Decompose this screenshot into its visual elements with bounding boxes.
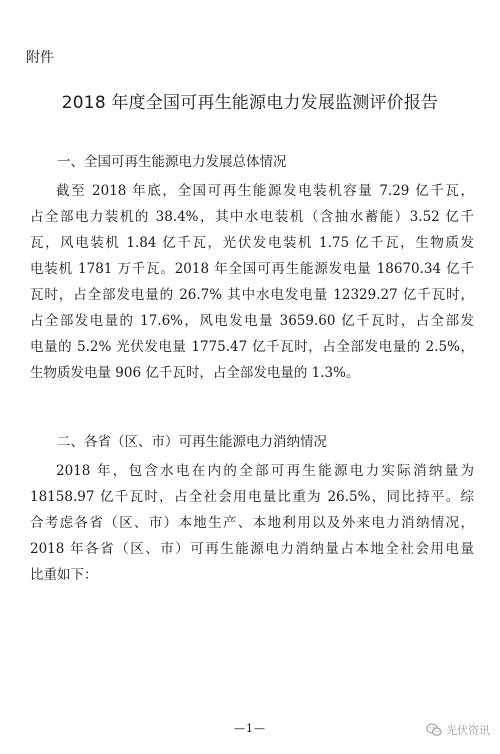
paragraph-line: 2018 年，包含水电在内的全部可再生能源电力实际消纳量为 — [56, 463, 474, 479]
paragraph-line: 比重如下： — [30, 567, 98, 583]
page-number: —1— — [234, 722, 266, 735]
section-heading-1: 一、全国可再生能源电力发展总体情况 — [57, 154, 287, 170]
paragraph-line: 生物质发电量 906 亿千瓦时，占全部发电量的 1.3%。 — [30, 365, 360, 381]
paragraph-line: 瓦时，占全部发电量的 26.7% 其中水电发电量 12329.27 亿千瓦时， — [30, 287, 474, 303]
watermark-text: 光伏资讯 — [446, 724, 490, 737]
paragraph-line: 截至 2018 年底，全国可再生能源发电装机容量 7.29 亿千瓦， — [56, 183, 474, 199]
paragraph-line: 合考虑各省（区、市）本地生产、本地利用以及外来电力消纳情况， — [30, 515, 474, 531]
paragraph-line: 瓦，风电装机 1.84 亿千瓦，光伏发电装机 1.75 亿千瓦，生物质发 — [30, 235, 474, 251]
paragraph-line: 占全部电力装机的 38.4%，其中水电装机（含抽水蓄能）3.52 亿千 — [30, 209, 474, 225]
section-heading-2: 二、各省（区、市）可再生能源电力消纳情况 — [57, 434, 327, 450]
wechat-icon — [426, 723, 442, 737]
section-1-paragraph — [30, 178, 474, 386]
document-title: 2018 年度全国可再生能源电力发展监测评价报告 — [61, 93, 439, 113]
paragraph-line: 电量的 5.2% 光伏发电量 1775.47 亿千瓦时，占全部发电量的 2.5%， — [30, 339, 474, 355]
section-2-paragraph — [30, 458, 474, 588]
watermark — [426, 722, 490, 738]
attachment-label: 附件 — [26, 50, 54, 66]
paragraph-line: 18158.97 亿千瓦时，占全社会用电量比重为 26.5%，同比持平。综 — [30, 489, 474, 505]
paragraph-line: 电装机 1781 万千瓦。2018 年全国可再生能源发电量 18670.34 亿千 — [30, 261, 474, 277]
paragraph-line: 2018 年各省（区、市）可再生能源电力消纳量占本地全社会用电量 — [30, 541, 474, 557]
paragraph-line: 占全部发电量的 17.6%，风电发电量 3659.60 亿千瓦时，占全部发 — [30, 313, 474, 329]
